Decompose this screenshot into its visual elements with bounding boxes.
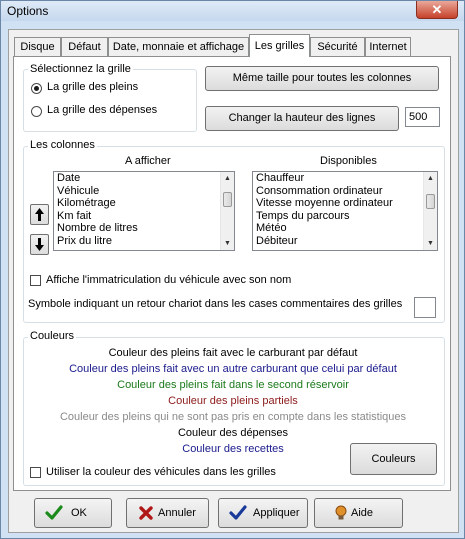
color-line-other-fuel[interactable]: Couleur des pleins fait avec un autre carburant que celui par défaut	[69, 363, 397, 375]
carriage-return-label: Symbole indiquant un retour chariot dans les cases commentaires des grilles	[28, 298, 403, 310]
row-height-input[interactable]: 500	[405, 107, 440, 127]
available-columns-list[interactable]	[252, 171, 438, 251]
window-title: Options	[7, 4, 49, 18]
list-item[interactable]: Nombre de litres	[57, 222, 138, 234]
plate-checkbox[interactable]	[30, 275, 41, 286]
available-column-header: Disponibles	[320, 155, 377, 167]
color-line-second-tank[interactable]: Couleur des pleins fait dans le second réservoir	[117, 379, 349, 391]
title-bar	[1, 1, 464, 21]
list-item[interactable]: Chauffeur	[256, 172, 305, 184]
move-down-button[interactable]	[30, 234, 49, 255]
radio-grille-depenses-label[interactable]: La grille des dépenses	[47, 104, 158, 116]
scroll-thumb[interactable]	[426, 194, 435, 209]
display-columns-list[interactable]	[53, 171, 235, 251]
color-line-income[interactable]: Couleur des recettes	[182, 443, 284, 455]
apply-button-label: Appliquer	[253, 507, 300, 519]
same-size-columns-button[interactable]: Même taille pour toutes les colonnes	[205, 66, 439, 91]
close-button[interactable]: ✕	[416, 1, 458, 19]
scroll-down-icon[interactable]: ▼	[224, 240, 231, 247]
checkmark-icon	[45, 504, 63, 522]
move-up-button[interactable]	[30, 204, 49, 225]
carriage-return-input[interactable]	[414, 297, 436, 318]
apply-button[interactable]	[218, 498, 308, 528]
arrow-up-icon	[31, 205, 48, 224]
tab-panel	[13, 56, 451, 491]
list-item[interactable]: Consommation ordinateur	[256, 184, 383, 197]
color-line-expenses[interactable]: Couleur des dépenses	[177, 427, 289, 439]
color-line-default-fuel[interactable]: Couleur des pleins fait avec le carburant par défaut	[108, 347, 358, 359]
ok-button-label: OK	[71, 507, 87, 519]
arrow-down-icon	[31, 235, 48, 254]
tab-defaut[interactable]: Défaut	[61, 37, 108, 56]
cancel-button[interactable]	[126, 498, 209, 528]
tab-les-grilles[interactable]: Les grilles	[249, 34, 310, 57]
grid-select-group	[23, 69, 197, 132]
help-button-label: Aide	[351, 507, 374, 519]
help-button[interactable]	[314, 498, 403, 528]
list-item[interactable]: Météo	[256, 222, 287, 234]
cancel-button-label: Annuler	[158, 507, 196, 519]
tab-date-monnaie-affichage[interactable]: Date, monnaie et affichage	[108, 37, 249, 56]
scroll-up-icon[interactable]: ▲	[224, 175, 231, 182]
colors-button[interactable]: Couleurs	[350, 443, 437, 475]
list-item[interactable]: Prix du litre	[57, 234, 113, 247]
scroll-thumb[interactable]	[223, 192, 232, 207]
vehicle-color-checkbox[interactable]	[30, 467, 41, 478]
colors-legend: Couleurs	[30, 330, 75, 342]
scroll-down-icon[interactable]: ▼	[427, 240, 434, 247]
lightbulb-icon	[332, 504, 350, 522]
checkmark-icon	[229, 504, 247, 522]
vehicle-color-checkbox-label[interactable]: Utiliser la couleur des véhicules dans les grilles	[46, 466, 276, 478]
color-line-partial[interactable]: Couleur des pleins partiels	[168, 395, 298, 407]
grid-select-legend: Sélectionnez la grille	[30, 63, 131, 75]
cross-icon	[137, 504, 155, 522]
change-row-height-button[interactable]: Changer la hauteur des lignes	[205, 106, 399, 131]
list-item[interactable]: Temps du parcours	[256, 209, 350, 222]
display-list-scrollbar[interactable]	[220, 172, 234, 250]
display-column-header: A afficher	[125, 155, 171, 167]
tab-disque[interactable]: Disque	[14, 37, 61, 56]
available-list-scrollbar[interactable]	[423, 172, 437, 250]
list-item[interactable]: Kilométrage	[57, 197, 116, 209]
radio-grille-pleins[interactable]	[31, 83, 42, 94]
list-item[interactable]: Débiteur	[256, 234, 298, 247]
color-line-excluded-stats[interactable]: Couleur des pleins qui ne sont pas pris en compte dans les statistiques	[59, 411, 407, 423]
tab-securite[interactable]: Sécurité	[310, 37, 365, 56]
tab-internet[interactable]: Internet	[365, 37, 411, 56]
scroll-up-icon[interactable]: ▲	[427, 175, 434, 182]
ok-button[interactable]	[34, 498, 112, 528]
radio-grille-pleins-label[interactable]: La grille des pleins	[47, 81, 139, 93]
list-item[interactable]: Vitesse moyenne ordinateur	[256, 197, 393, 209]
list-item[interactable]: Véhicule	[57, 184, 100, 197]
list-item[interactable]: Km fait	[57, 209, 92, 222]
plate-checkbox-label[interactable]: Affiche l'immatriculation du véhicule avec son nom	[46, 274, 292, 286]
columns-legend: Les colonnes	[30, 139, 95, 151]
list-item[interactable]: Date	[57, 172, 81, 184]
radio-grille-depenses[interactable]	[31, 106, 42, 117]
